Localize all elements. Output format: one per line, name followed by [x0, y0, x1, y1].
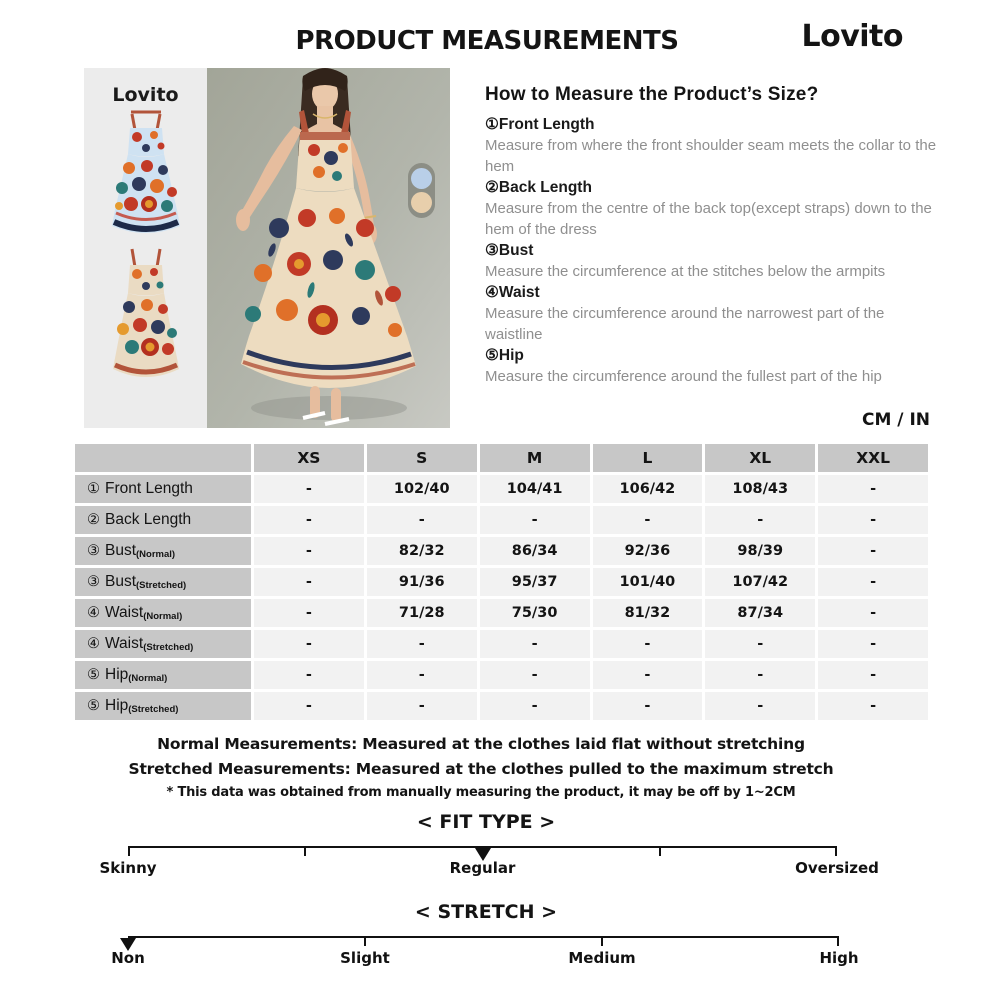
- item-number: ⑤: [485, 347, 499, 364]
- fit-type-option: Skinny: [99, 859, 157, 877]
- stretch-scale: [111, 936, 859, 967]
- stretch-option: Slight: [340, 949, 390, 967]
- measure-item-desc: Measure from the centre of the back top(except straps) down to the hem of the dress: [485, 200, 932, 238]
- table-cell: -: [480, 661, 590, 689]
- table-cell: -: [480, 692, 590, 720]
- table-cell: -: [818, 568, 928, 596]
- size-column-header: XXL: [818, 444, 928, 472]
- table-cell: 91/36: [367, 568, 477, 596]
- row-label-subtext: (Normal): [136, 548, 176, 560]
- table-cell: -: [254, 599, 364, 627]
- row-label-subtext: (Normal): [143, 610, 183, 622]
- row-number-icon: ⑤: [87, 698, 100, 714]
- table-cell: 71/28: [367, 599, 477, 627]
- table-cell: -: [818, 599, 928, 627]
- table-cell: -: [593, 661, 703, 689]
- table-row-label: [75, 661, 251, 689]
- unit-label: CM / IN: [862, 410, 930, 430]
- table-cell: -: [367, 506, 477, 534]
- item-number: ③: [485, 242, 499, 259]
- table-row-label: [75, 506, 251, 534]
- row-number-icon: ①: [87, 481, 100, 497]
- table-cell: 107/42: [705, 568, 815, 596]
- item-title: Bust: [498, 242, 534, 259]
- size-column-header: M: [480, 444, 590, 472]
- table-cell: -: [254, 661, 364, 689]
- color-swatch-group: [408, 163, 435, 218]
- measure-item-desc: Measure from where the front shoulder seam meets the collar to the hem: [485, 137, 937, 175]
- table-cell: 106/42: [593, 475, 703, 503]
- row-number-icon: ②: [87, 512, 100, 528]
- scale-tick: [601, 936, 603, 946]
- table-cell: -: [367, 630, 477, 658]
- table-cell: -: [367, 692, 477, 720]
- row-number-icon: ④: [87, 636, 100, 652]
- table-cell: 86/34: [480, 537, 590, 565]
- row-label-text: Hip: [105, 666, 129, 683]
- row-number-icon: ③: [87, 543, 100, 559]
- table-cell: -: [480, 630, 590, 658]
- thumbnail-blue-dress-image: [109, 110, 183, 242]
- measure-item-label: [485, 114, 941, 135]
- measure-item-desc: Measure the circumference around the narrowest part of the waistline: [485, 305, 885, 343]
- color-swatch-blue: [411, 168, 432, 189]
- note-normal: Normal Measurements: Measured at the clothes laid flat without stretching: [157, 735, 805, 753]
- table-cell: -: [818, 661, 928, 689]
- fit-type-option: Regular: [449, 859, 516, 877]
- table-cell: 98/39: [705, 537, 815, 565]
- table-cell: -: [593, 506, 703, 534]
- model-photo: [207, 68, 450, 428]
- table-row-label: [75, 630, 251, 658]
- scale-tick: [837, 936, 839, 946]
- measure-item-desc: Measure the circumference around the fullest part of the hip: [485, 368, 882, 385]
- table-cell: 92/36: [593, 537, 703, 565]
- table-cell: 82/32: [367, 537, 477, 565]
- stretch-option: Non: [111, 949, 145, 967]
- scale-tick: [128, 846, 130, 856]
- row-label-subtext: (Normal): [128, 672, 168, 684]
- table-cell: -: [593, 630, 703, 658]
- measure-item-label: [485, 345, 941, 366]
- scale-tick: [364, 936, 366, 946]
- row-label-text: Back Length: [105, 511, 192, 528]
- table-corner-cell: [75, 444, 251, 472]
- item-title: Front Length: [498, 116, 595, 133]
- product-visuals: [84, 68, 450, 428]
- size-column-header: L: [593, 444, 703, 472]
- size-column-header: XL: [705, 444, 815, 472]
- row-number-icon: ④: [87, 605, 100, 621]
- table-cell: -: [818, 506, 928, 534]
- table-cell: -: [254, 630, 364, 658]
- measure-item-label: [485, 282, 941, 303]
- table-cell: -: [818, 537, 928, 565]
- how-to-measure-section: [485, 84, 941, 387]
- table-row-label: [75, 568, 251, 596]
- table-cell: -: [818, 692, 928, 720]
- table-cell: 87/34: [705, 599, 815, 627]
- fit-type-scale: [99, 846, 879, 877]
- variant-panel: [84, 68, 207, 428]
- item-number: ①: [485, 116, 499, 133]
- table-cell: -: [254, 506, 364, 534]
- page-title: PRODUCT MEASUREMENTS: [295, 26, 679, 56]
- table-cell: -: [705, 661, 815, 689]
- row-label-text: Bust: [105, 542, 137, 559]
- table-cell: 95/37: [480, 568, 590, 596]
- scale-tick: [835, 846, 837, 856]
- measure-item-desc: Measure the circumference at the stitches below the armpits: [485, 263, 886, 280]
- row-label-subtext: (Stretched): [136, 579, 187, 591]
- measurement-notes: [0, 732, 962, 800]
- table-cell: -: [705, 506, 815, 534]
- row-label-subtext: (Stretched): [143, 641, 194, 653]
- fit-type-option: Oversized: [795, 859, 879, 877]
- size-column-header: XS: [254, 444, 364, 472]
- size-table: [75, 444, 928, 720]
- item-title: Waist: [498, 284, 540, 301]
- color-swatch-beige: [411, 192, 432, 213]
- table-cell: 101/40: [593, 568, 703, 596]
- table-cell: -: [593, 692, 703, 720]
- note-disclaimer: * This data was obtained from manually measuring the product, it may be off by 1~2CM: [166, 785, 796, 800]
- table-row-label: [75, 599, 251, 627]
- row-label-text: Bust: [105, 573, 137, 590]
- table-cell: -: [254, 475, 364, 503]
- item-title: Hip: [498, 347, 524, 364]
- thumbnail-beige-dress-image: [111, 247, 181, 389]
- row-label-text: Waist: [105, 604, 144, 621]
- table-cell: -: [480, 506, 590, 534]
- measure-item-label: [485, 177, 941, 198]
- table-cell: -: [254, 692, 364, 720]
- table-cell: 81/32: [593, 599, 703, 627]
- table-cell: 108/43: [705, 475, 815, 503]
- table-cell: -: [367, 661, 477, 689]
- table-cell: 75/30: [480, 599, 590, 627]
- item-number: ②: [485, 179, 499, 196]
- table-cell: -: [254, 537, 364, 565]
- item-number: ④: [485, 284, 499, 301]
- table-row-label: [75, 537, 251, 565]
- row-label-text: Hip: [105, 697, 129, 714]
- item-title: Back Length: [498, 179, 592, 196]
- panel-brand-logo: Lovito: [112, 84, 179, 106]
- brand-logo: Lovito: [801, 19, 903, 54]
- row-label-text: Waist: [105, 635, 144, 652]
- row-label-text: Front Length: [105, 480, 193, 497]
- row-number-icon: ③: [87, 574, 100, 590]
- table-row-label: [75, 692, 251, 720]
- table-cell: 104/41: [480, 475, 590, 503]
- fit-type-title: < FIT TYPE >: [416, 811, 556, 833]
- table-cell: -: [818, 475, 928, 503]
- stretch-option: Medium: [568, 949, 636, 967]
- size-column-header: S: [367, 444, 477, 472]
- table-cell: -: [818, 630, 928, 658]
- table-row-label: [75, 475, 251, 503]
- scale-tick: [304, 846, 306, 856]
- scale-tick: [659, 846, 661, 856]
- table-cell: -: [705, 692, 815, 720]
- table-cell: 102/40: [367, 475, 477, 503]
- row-label-subtext: (Stretched): [128, 703, 179, 715]
- note-stretched: Stretched Measurements: Measured at the clothes pulled to the maximum stretch: [128, 760, 834, 778]
- measure-item-label: [485, 240, 941, 261]
- stretch-option: High: [819, 949, 859, 967]
- table-cell: -: [705, 630, 815, 658]
- how-to-measure-heading: How to Measure the Product’s Size?: [485, 84, 819, 105]
- row-number-icon: ⑤: [87, 667, 100, 683]
- table-cell: -: [254, 568, 364, 596]
- stretch-title: < STRETCH >: [414, 901, 558, 923]
